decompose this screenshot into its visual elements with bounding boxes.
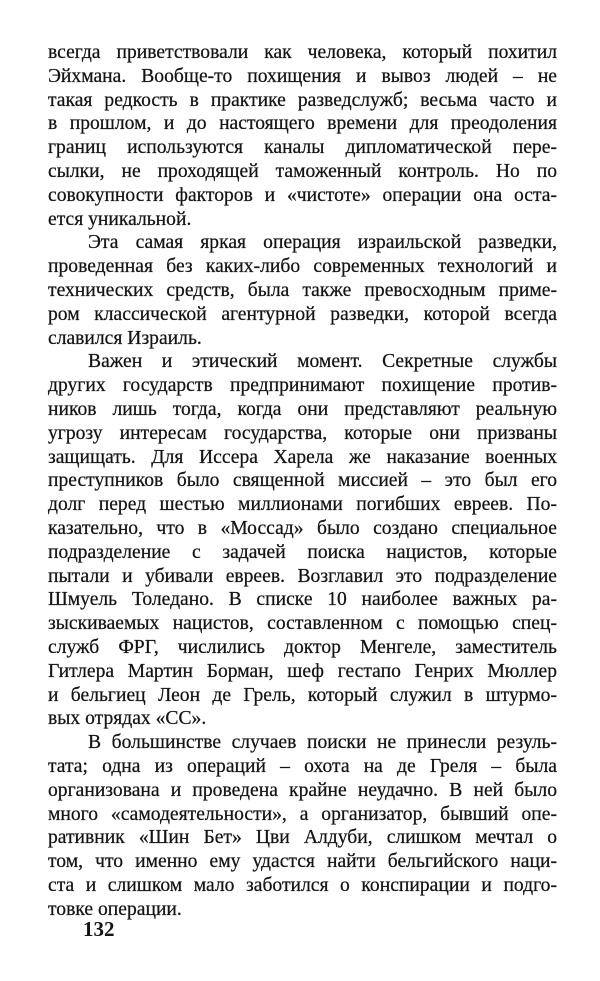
text-line: проведенная без каких-либо современных технологий и [48, 256, 557, 278]
paragraph [48, 350, 557, 731]
text-line: защищать. Для Иссера Харела же наказание военных [48, 446, 557, 468]
text-line: подразделение с задачей поиска нацистов, которые [48, 541, 557, 563]
text-line: славился Израиль. [48, 327, 202, 349]
text-line: казательно, что в «Моссад» было создано специальное [48, 517, 557, 539]
paragraph [48, 41, 557, 231]
text-line: пытали и убивали евреев. Возглавил это подразделение [48, 565, 557, 587]
paragraph [48, 731, 557, 921]
body-text [48, 41, 557, 921]
text-line: угрозу интересам государства, которые они призваны [48, 422, 557, 444]
text-line: преступников было священной миссией – это был его [48, 470, 557, 492]
text-line: Гитлера Мартин Борман, шеф гестапо Генрих Мюллер [48, 660, 557, 682]
text-line: ром классической агентурной разведки, которой всегда [48, 303, 557, 325]
paragraph [48, 231, 557, 350]
text-line: такая редкость в практике разведслужб; весьма часто и [48, 89, 557, 111]
text-line: Важен и этический момент. Секретные службы [88, 351, 557, 373]
text-line: том, что именно ему удастся найти бельгийского наци- [48, 851, 557, 873]
text-line: ников лишь тогда, когда они представляют реальную [48, 398, 557, 420]
text-line: долг перед шестью миллионами погибших евреев. По- [48, 494, 557, 516]
text-line: в прошлом, и до настоящего времени для преодоления [48, 113, 557, 135]
text-line: товке операции. [48, 898, 182, 920]
text-line: и бельгиец Леон де Грель, который служил в штурмо- [48, 684, 557, 706]
text-line: Шмуель Толедано. В списке 10 наиболее важных ра- [48, 589, 557, 611]
text-line: Эта самая яркая операция израильской разведки, [88, 232, 557, 254]
text-line: организована и проведена крайне неудачно. В ней было [48, 779, 557, 801]
text-line: ется уникальной. [48, 208, 192, 230]
text-line: ративник «Шин Бет» Цви Алдуби, слишком мечтал о [48, 827, 557, 849]
text-line: зыскиваемых нацистов, составленном с помощью спец- [48, 613, 557, 635]
text-line: сылки, не проходящей таможенный контроль. Но по [48, 160, 557, 182]
text-line: тата; одна из операций – охота на де Греля – была [48, 755, 557, 777]
text-line: вых отрядах «СС». [48, 708, 207, 730]
text-line: ста и слишком мало заботился о конспирации и подго- [48, 874, 557, 896]
text-line: Эйхмана. Вообще-то похищения и вывоз людей – не [48, 65, 557, 87]
text-line: границ используются каналы дипломатической пере- [48, 137, 557, 159]
text-line: служб ФРГ, числились доктор Менгеле, заместитель [48, 636, 557, 658]
text-line: других государств предпринимают похищение против- [48, 375, 557, 397]
page-number: 132 [83, 917, 115, 941]
text-line: технических средств, была также превосходным приме- [48, 279, 557, 301]
text-line: всегда приветствовали как человека, который похитил [48, 42, 557, 63]
text-line: В большинстве случаев поиски не принесли резуль- [88, 732, 557, 754]
text-line: совокупности факторов и «чистоте» операции она оста- [48, 184, 557, 206]
text-line: много «самодеятельности», а организатор, бывший опе- [48, 803, 557, 825]
